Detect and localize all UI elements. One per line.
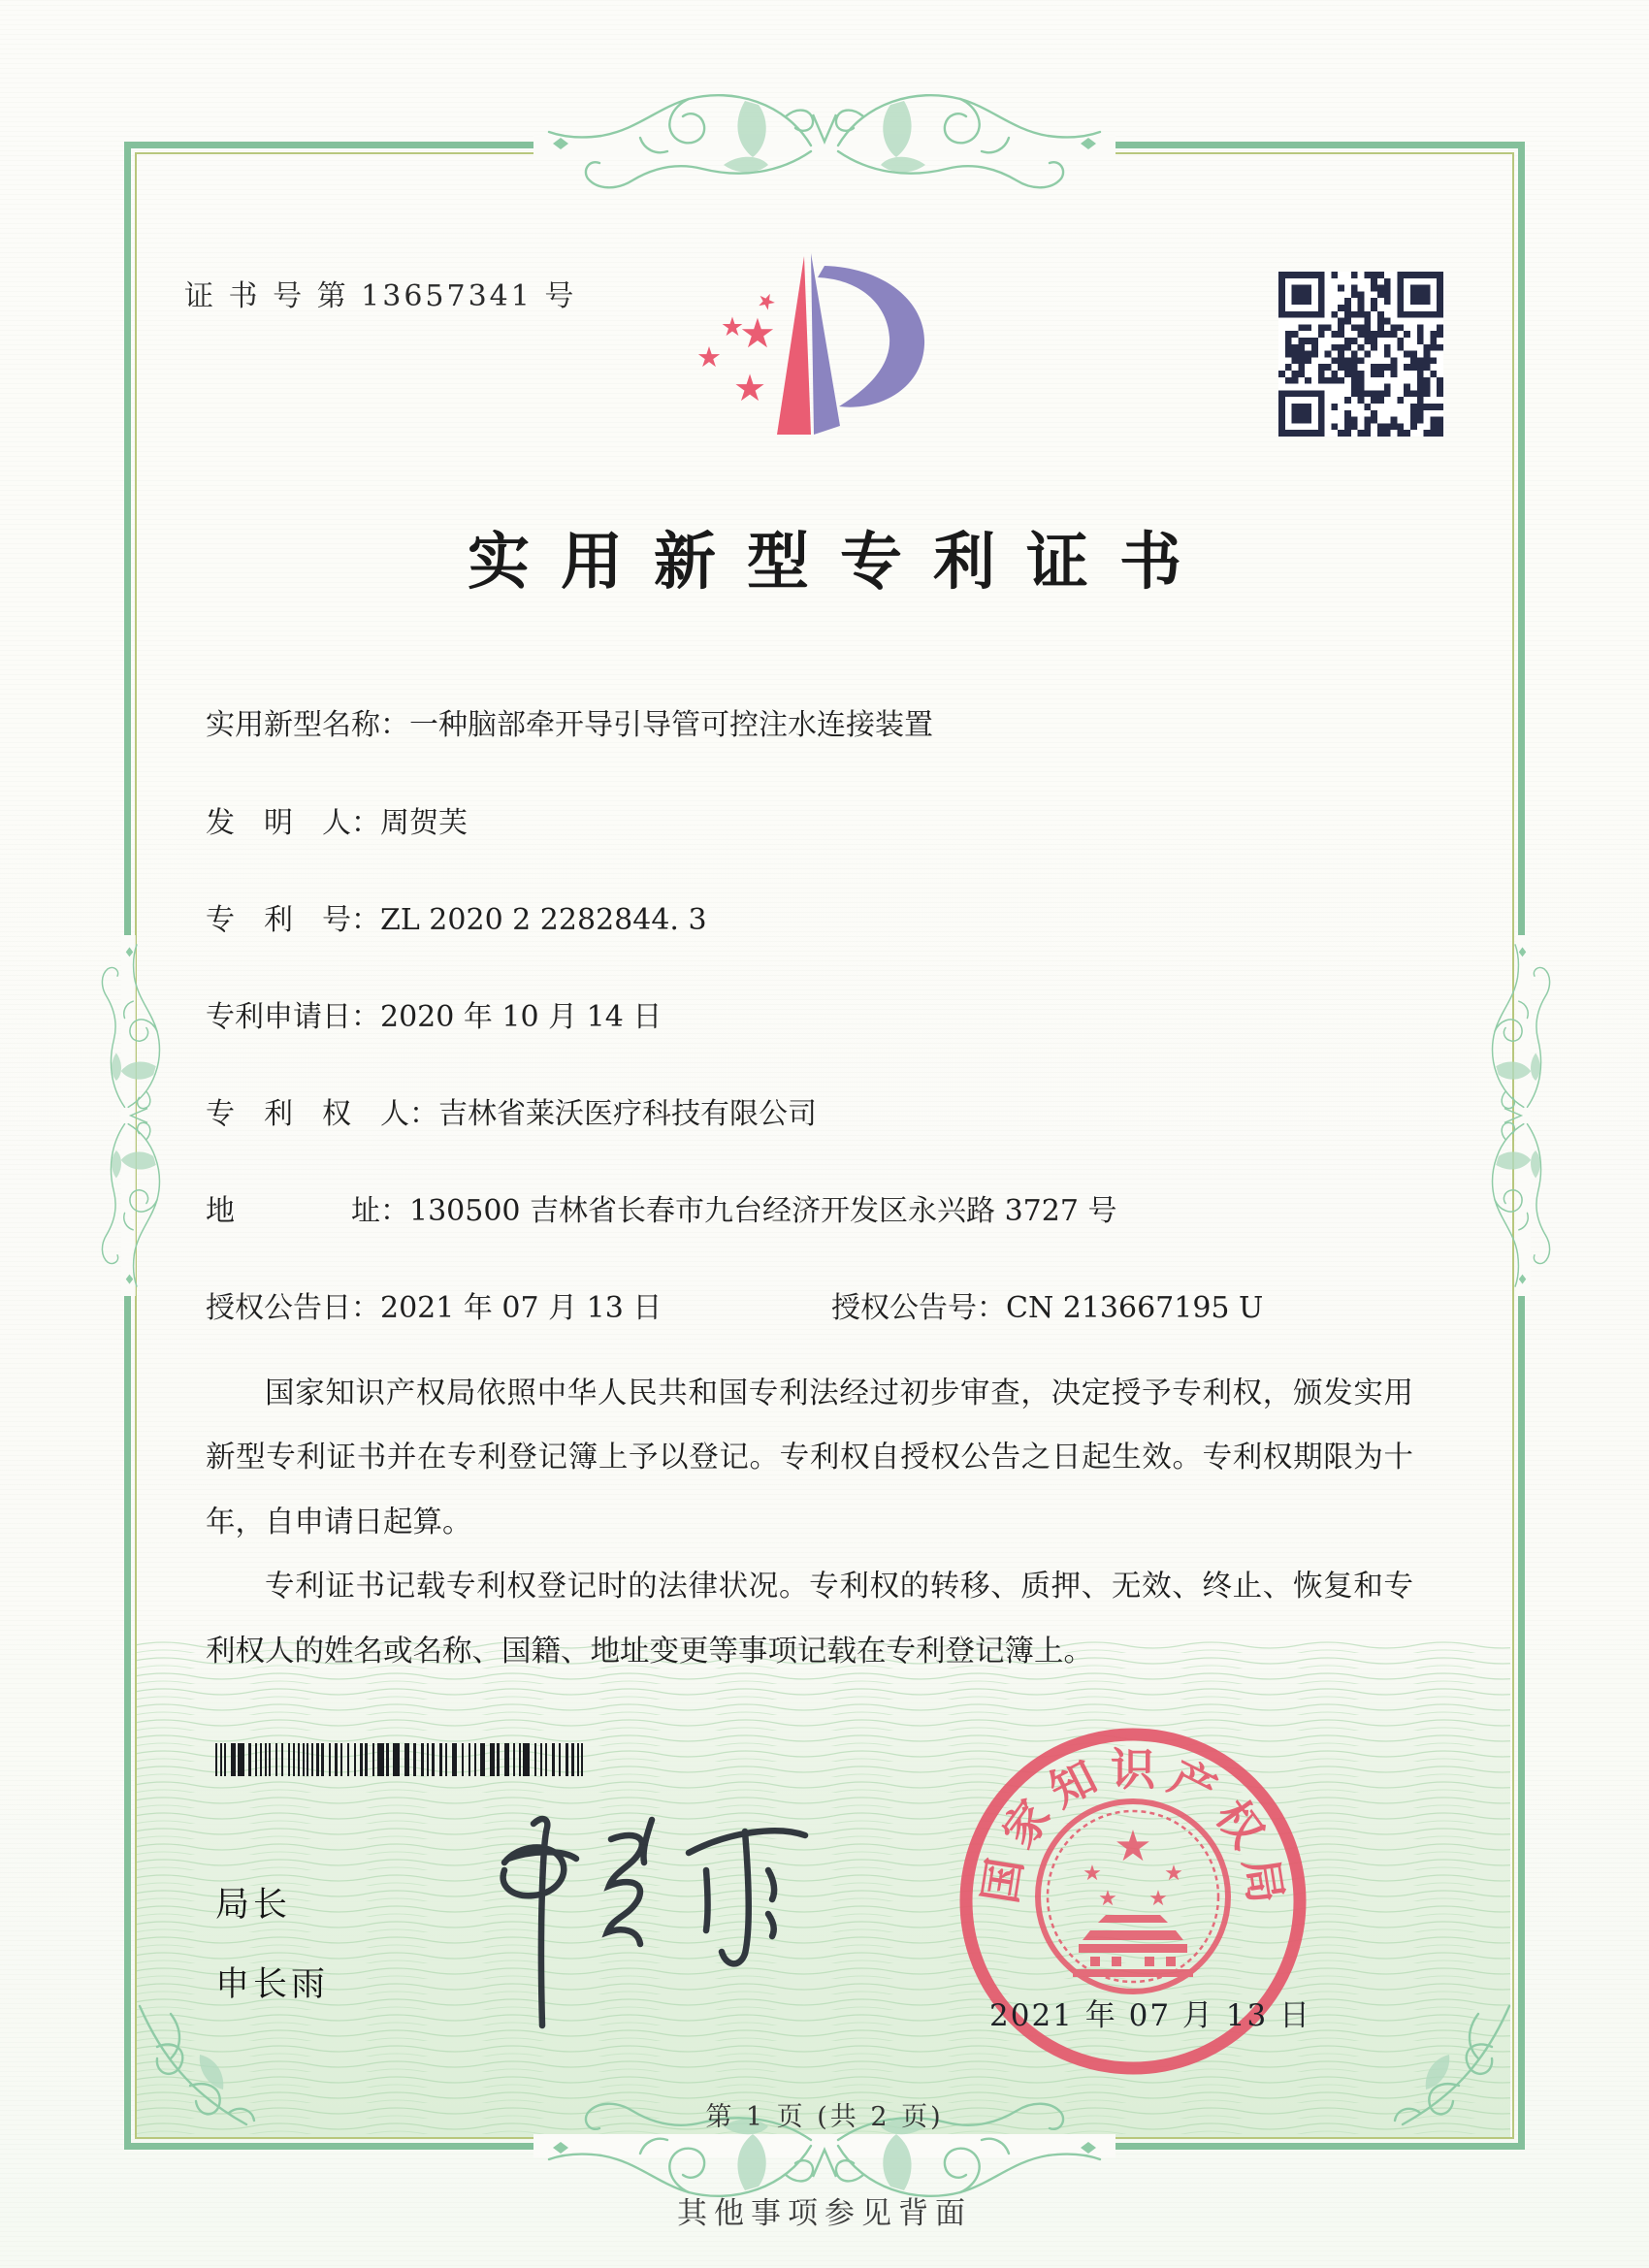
svg-text:★: ★ bbox=[1083, 1862, 1102, 1886]
logo-purple-blade bbox=[811, 253, 840, 435]
field-label: 发 明 人： bbox=[206, 806, 380, 840]
field-row-patent-number bbox=[206, 895, 1467, 938]
field-label: 授权公告号： bbox=[831, 1291, 1006, 1325]
svg-text:家: 家 bbox=[991, 1790, 1061, 1858]
field-row-filing-date bbox=[206, 992, 1467, 1035]
svg-text:识: 识 bbox=[1111, 1743, 1155, 1796]
svg-text:★: ★ bbox=[720, 312, 745, 342]
field-grant-number bbox=[831, 1283, 1263, 1326]
svg-text:★: ★ bbox=[1098, 1887, 1117, 1911]
logo-p-bowl bbox=[818, 266, 924, 407]
legal-paragraph-2: 专利证书记载专利权登记时的法律状况。专利权的转移、质押、无效、终止、恢复和专利权人的姓名或名称、国籍、地址变更等事项记载在专利登记簿上。 bbox=[206, 1570, 1413, 1669]
logo-stars bbox=[696, 287, 780, 409]
director-name: 申长雨 bbox=[215, 1965, 330, 2004]
field-value: 2021 年 07 月 13 日 bbox=[380, 1291, 663, 1325]
national-emblem bbox=[1038, 1801, 1228, 1992]
svg-text:★: ★ bbox=[739, 309, 776, 357]
cnipa-logo bbox=[674, 243, 931, 490]
svg-text:权: 权 bbox=[1205, 1790, 1275, 1858]
page-number: 第 1 页 (共 2 页) bbox=[705, 2102, 944, 2132]
certificate-number: 证 书 号 第 13657341 号 bbox=[184, 279, 577, 313]
seal-date: 2021 年 07 月 13 日 bbox=[989, 1998, 1312, 2033]
field-value: CN 213667195 U bbox=[1006, 1291, 1264, 1325]
field-label: 专 利 号： bbox=[206, 903, 380, 937]
field-label: 专利申请日： bbox=[206, 1000, 380, 1034]
field-value: 一种脑部牵开导引导管可控注水连接装置 bbox=[409, 708, 933, 742]
director-title: 局长 bbox=[215, 1886, 292, 1925]
field-label: 授权公告日： bbox=[206, 1291, 380, 1325]
svg-text:知: 知 bbox=[1041, 1750, 1106, 1818]
svg-text:国: 国 bbox=[973, 1854, 1032, 1907]
svg-text:★: ★ bbox=[732, 367, 767, 409]
certificate-title: 实用新型专利证书 bbox=[468, 526, 1212, 599]
field-label: 专 利 权 人： bbox=[206, 1097, 438, 1131]
logo-red-wedge bbox=[777, 256, 811, 435]
field-row-inventor bbox=[206, 798, 1467, 841]
svg-text:局: 局 bbox=[1234, 1854, 1293, 1907]
field-row-address bbox=[206, 1186, 1467, 1229]
field-value: ZL 2020 2 2282844. 3 bbox=[380, 903, 707, 937]
director-signature bbox=[448, 1802, 817, 2035]
field-value: 吉林省莱沃医疗科技有限公司 bbox=[438, 1097, 817, 1131]
field-value: 130500 吉林省长春市九台经济开发区永兴路 3727 号 bbox=[409, 1194, 1117, 1228]
svg-text:★: ★ bbox=[1114, 1822, 1152, 1871]
barcode bbox=[215, 1743, 589, 1776]
qr-code bbox=[1278, 272, 1443, 437]
field-row-grant-date bbox=[206, 1283, 1467, 1326]
legal-paragraph-1: 国家知识产权局依照中华人民共和国专利法经过初步审查，决定授予专利权，颁发实用新型专利证书并在专利登记簿上予以登记。专利权自授权公告之日起生效。专利权期限为十年，自申请日起算。 bbox=[206, 1377, 1413, 1539]
svg-text:★: ★ bbox=[752, 286, 781, 317]
border-ornament-top bbox=[534, 83, 1116, 211]
field-row-patentee bbox=[206, 1089, 1467, 1132]
field-label: 实用新型名称： bbox=[206, 708, 409, 742]
field-value: 2020 年 10 月 14 日 bbox=[380, 1000, 663, 1034]
svg-text:★: ★ bbox=[696, 340, 722, 373]
legal-text bbox=[206, 1362, 1413, 1684]
svg-text:产: 产 bbox=[1160, 1750, 1225, 1818]
svg-text:★: ★ bbox=[1148, 1887, 1168, 1911]
field-label: 地 址： bbox=[206, 1194, 409, 1228]
border-ornament-left bbox=[87, 935, 167, 1296]
border-ornament-right bbox=[1485, 935, 1565, 1296]
back-side-note: 其他事项参见背面 bbox=[677, 2196, 972, 2231]
field-row-utility-model-name bbox=[206, 700, 1467, 743]
field-value: 周贺芙 bbox=[380, 806, 468, 840]
svg-text:★: ★ bbox=[1164, 1862, 1183, 1886]
